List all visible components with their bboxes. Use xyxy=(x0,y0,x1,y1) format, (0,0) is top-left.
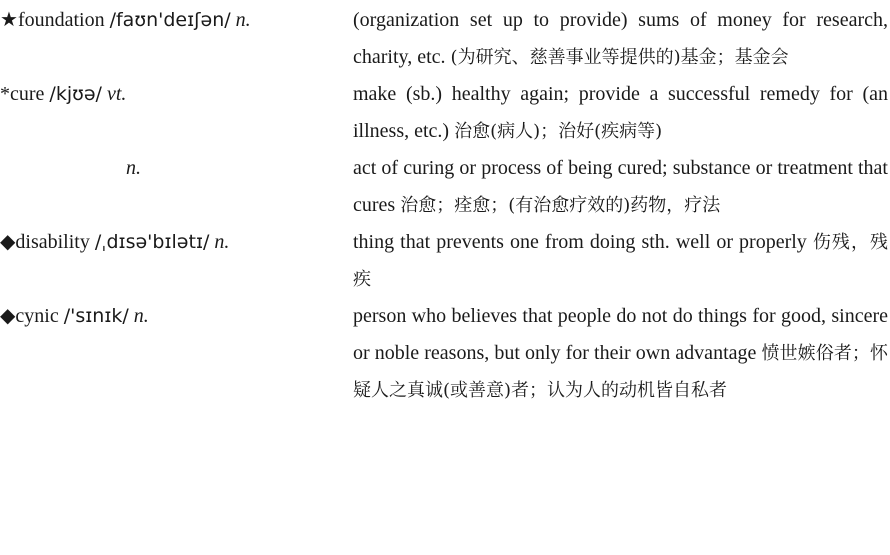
definition-english: thing that prevents one from doing sth. well or properly xyxy=(353,231,813,253)
headword: cure xyxy=(10,83,45,105)
definition-chinese: 伤残，残疾 xyxy=(353,232,889,290)
definition-disability xyxy=(353,224,888,298)
entry-disability xyxy=(0,224,888,298)
definition-english: (organization set up to provide) sums of money for research, charity, etc. xyxy=(353,9,888,68)
definition-english: person who believes that people do not do things for good, sincere or noble reasons, but only for their own advantage xyxy=(353,305,888,364)
part-of-speech: n. xyxy=(133,305,149,327)
definition-chinese: 治愈；痊愈；(有治愈疗效的)药物，疗法 xyxy=(400,195,721,216)
definition-cure-verb xyxy=(353,76,888,150)
pronunciation: /kjʊə/ xyxy=(49,83,102,105)
entry-cynic xyxy=(0,298,888,409)
term-cynic xyxy=(0,298,353,335)
definition-chinese: 治愈(病人)；治好(疾病等) xyxy=(454,121,663,142)
term-cure-noun xyxy=(0,150,353,187)
entry-cure-verb xyxy=(0,76,888,150)
term-cure xyxy=(0,76,353,113)
vocabulary-list xyxy=(0,2,888,409)
part-of-speech: vt. xyxy=(106,83,127,105)
part-of-speech: n. xyxy=(235,9,251,31)
definition-foundation xyxy=(353,2,888,76)
part-of-speech: n. xyxy=(214,231,230,253)
diamond-marker-icon: ◆ xyxy=(0,231,16,253)
asterisk-marker-icon: * xyxy=(0,83,10,105)
headword: cynic xyxy=(15,305,59,327)
star-marker-icon: ★ xyxy=(0,9,18,31)
term-foundation xyxy=(0,2,353,39)
definition-cynic xyxy=(353,298,888,409)
diamond-marker-icon: ◆ xyxy=(0,305,16,327)
pronunciation: /ˌdɪsə'bɪlətɪ/ xyxy=(94,231,210,253)
definition-english: act of curing or process of being cured; substance or treatment that cures xyxy=(353,157,888,216)
headword: disability xyxy=(15,231,90,253)
pronunciation: /faʊn'deɪʃən/ xyxy=(109,9,231,31)
definition-chinese: (为研究、慈善事业等提供的)基金；基金会 xyxy=(450,47,789,68)
definition-english: make (sb.) healthy again; provide a successful remedy for (an illness, etc.) xyxy=(353,83,888,142)
headword: foundation xyxy=(17,9,105,31)
entry-cure-noun xyxy=(0,150,888,224)
part-of-speech: n. xyxy=(126,157,141,179)
entry-foundation xyxy=(0,2,888,76)
pronunciation: /'sɪnɪk/ xyxy=(63,305,129,327)
definition-cure-noun xyxy=(353,150,888,224)
definition-chinese: 愤世嫉俗者；怀疑人之真诚(或善意)者；认为人的动机皆自私者 xyxy=(353,343,888,401)
term-disability xyxy=(0,224,353,261)
